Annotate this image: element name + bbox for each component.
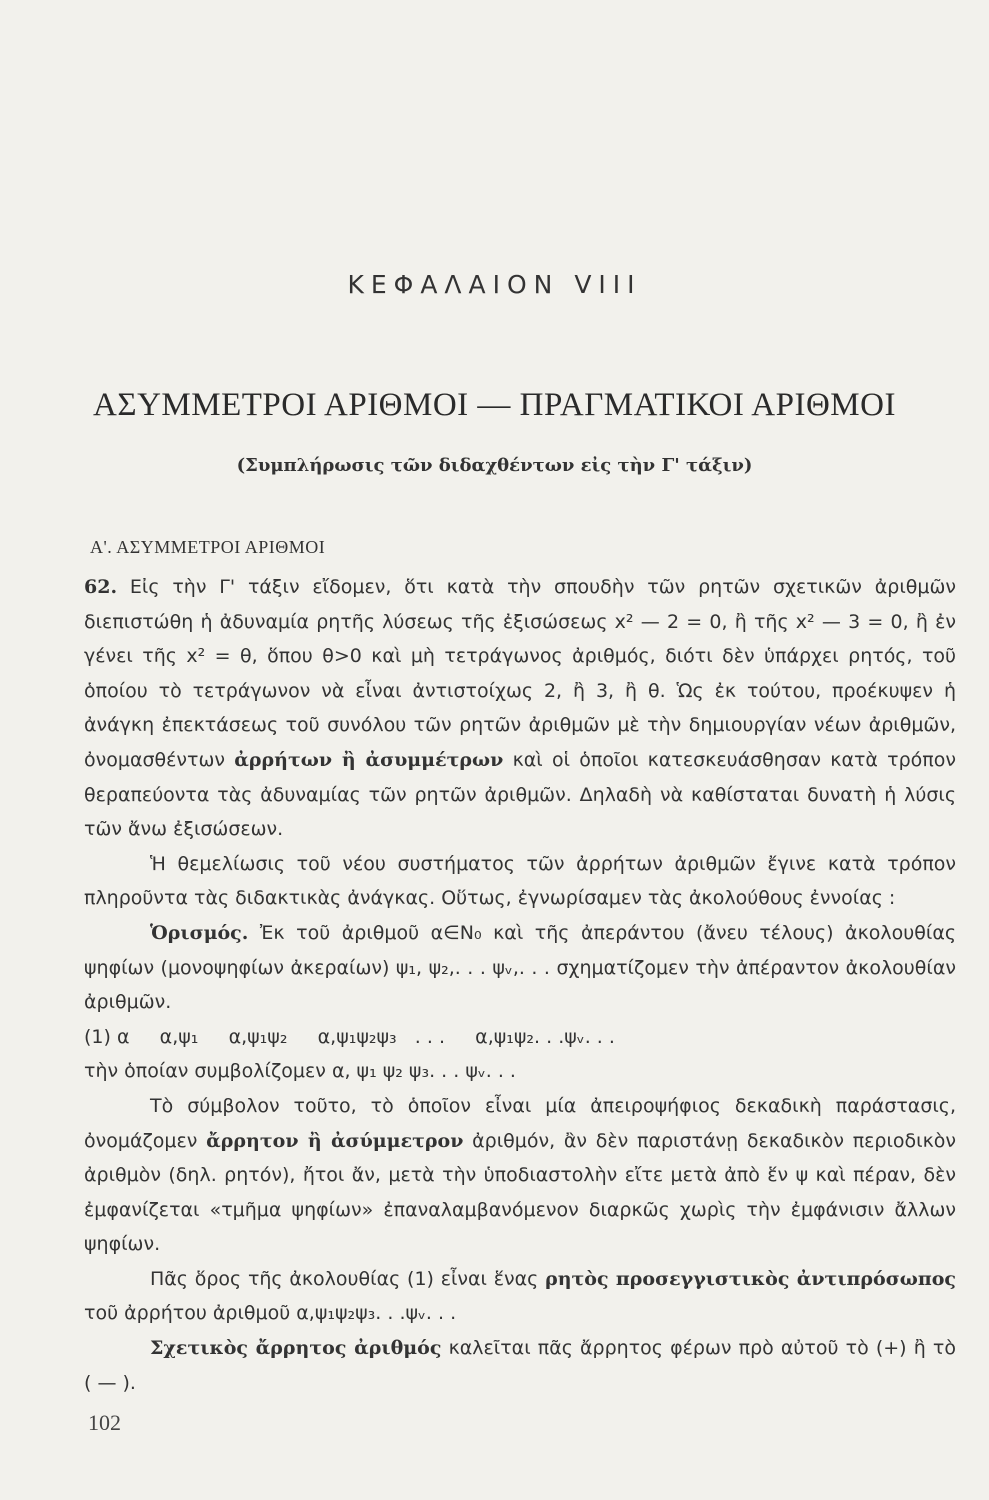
paragraph-number: 62.	[84, 576, 118, 598]
paragraph	[84, 1089, 956, 1262]
sequence-symbol-line: τὴν ὁποίαν συμβολίζομεν α, ψ₁ ψ₂ ψ₃. . . ψᵥ. . .	[84, 1060, 516, 1083]
chapter-subtitle: (Συμπλήρωσις τῶν διδαχθέντων εἰς τὴν Γ' τάξιν)	[236, 455, 753, 476]
paragraph-text: Πᾶς ὅρος τῆς ἀκολουθίας (1) εἶναι ἕνας	[150, 1267, 539, 1290]
chapter-heading: ΚΕΦΑΛΑΙΟΝ VIII	[347, 270, 642, 299]
body-text	[84, 570, 956, 1400]
paragraph	[84, 1331, 956, 1400]
paragraph: Ἡ θεμελίωσις τοῦ νέου συστήματος τῶν ἀρρήτων ἀριθμῶν ἔγινε κατὰ τρόπον πληροῦντα τὰς διδακτικὰς ἀνάγκας. Οὕτως, ἐγνωρίσαμεν τὰς ἀκολούθους ἐννοίας :	[84, 852, 956, 910]
bold-term: Σχετικὸς ἄρρητος ἀριθμός	[150, 1337, 442, 1360]
bold-term: ρητὸς προσεγγιστικὸς ἀντιπρόσωπος	[545, 1267, 956, 1290]
paragraph-text: τοῦ ἀρρήτου ἀριθμοῦ α,ψ₁ψ₂ψ₃. . .ψᵥ. . .	[84, 1302, 457, 1325]
section-heading: Α'. ΑΣΥΜΜΕΤΡΟΙ ΑΡΙΘΜΟΙ	[90, 537, 326, 557]
bold-term: ἀρρήτων ἢ ἀσυμμέτρων	[234, 748, 504, 771]
paragraph-text: καλεῖται πᾶς ἄρρητος φέρων πρὸ αὐτοῦ τὸ (+) ἢ τὸ ( — ).	[84, 1337, 956, 1394]
paragraph-text: καὶ οἱ ὁποῖοι κατεσκευάσθησαν κατὰ τρόπον θεραπεύοντα τὰς ἀδυναμίας τῶν ρητῶν ἀριθμῶν. Δηλαδὴ νὰ καθίσταται δυνατὴ ἡ λύσις τῶν ἄνω ἐξισώσεων.	[84, 748, 956, 841]
paragraph-text: Εἰς τὴν Γ' τάξιν εἴδομεν, ὅτι κατὰ τὴν σπουδὴν τῶν ρητῶν σχετικῶν ἀριθμῶν διεπιστώθη ἡ ἀδυναμία ρητῆς λύσεως τῆς ἐξισώσεως x² — 2 = 0, ἢ τῆς x² — 3 = 0, ἢ ἐν γένει τῆς x² = θ, ὅπου θ>0 καὶ μὴ τετράγωνος ἀριθμός, διότι δὲν ὑπάρχει ρητός, τοῦ ὁποίου τὸ τετράγωνον νὰ εἶναι ἀντιστοίχως 2, ἢ 3, ἢ θ. Ὡς ἐκ τούτου, προέκυψεν ἡ ἀνάγκη ἐπεκτάσεως τοῦ συνόλου τῶν ρητῶν ἀριθμῶν μὲ τὴν δημιουργίαν νέων ἀριθμῶν, ὀνομασθέντων	[84, 576, 956, 771]
paragraph-text: Ἐκ τοῦ ἀριθμοῦ α∈N₀ καὶ τῆς ἀπεράντου (ἄνευ τέλους) ἀκολουθίας ψηφίων (μονοψηφίων ἀκεραίων) ψ₁, ψ₂,. . . ψᵥ,. . . σχηματίζομεν τὴν ἀπέραντον ἀκολουθίαν ἀριθμῶν.	[84, 921, 956, 1014]
bold-term: ἄρρητον ἢ ἀσύμμετρον	[206, 1129, 464, 1152]
paragraph	[84, 1262, 956, 1331]
definition-paragraph	[84, 916, 956, 1020]
page-number: 102	[88, 1410, 121, 1435]
definition-label: Ὁρισμός.	[150, 921, 249, 944]
chapter-title: ΑΣΥΜΜΕΤΡΟΙ ΑΡΙΘΜΟΙ — ΠΡΑΓΜΑΤΙΚΟΙ ΑΡΙΘΜΟΙ	[93, 387, 896, 423]
paragraph-text: Τὸ σύμβολον τοῦτο, τὸ ὁποῖον εἶναι μία ἀπειροψήφιος δεκαδικὴ παράστασις, ὀνομάζομεν	[84, 1094, 956, 1152]
paragraph-text: ἀριθμόν, ἂν δὲν παριστάνῃ δεκαδικὸν περιοδικὸν ἀριθμὸν (δηλ. ρητόν), ἤτοι ἄν, μετὰ τὴν ὑποδιαστολὴν εἴτε μετὰ ἀπὸ ἕν ψ καὶ πέραν, δὲν ἐμφανίζεται «τμῆμα ψηφίων» ἐπαναλαμβανόμενον διαρκῶς χωρὶς τὴν ἐμφάνισιν ἄλλων ψηφίων.	[84, 1129, 957, 1256]
sequence-line: (1) α α,ψ₁ α,ψ₁ψ₂ α,ψ₁ψ₂ψ₃ . . . α,ψ₁ψ₂. . .ψᵥ. . .	[84, 1025, 615, 1048]
paragraph-62	[84, 570, 956, 847]
